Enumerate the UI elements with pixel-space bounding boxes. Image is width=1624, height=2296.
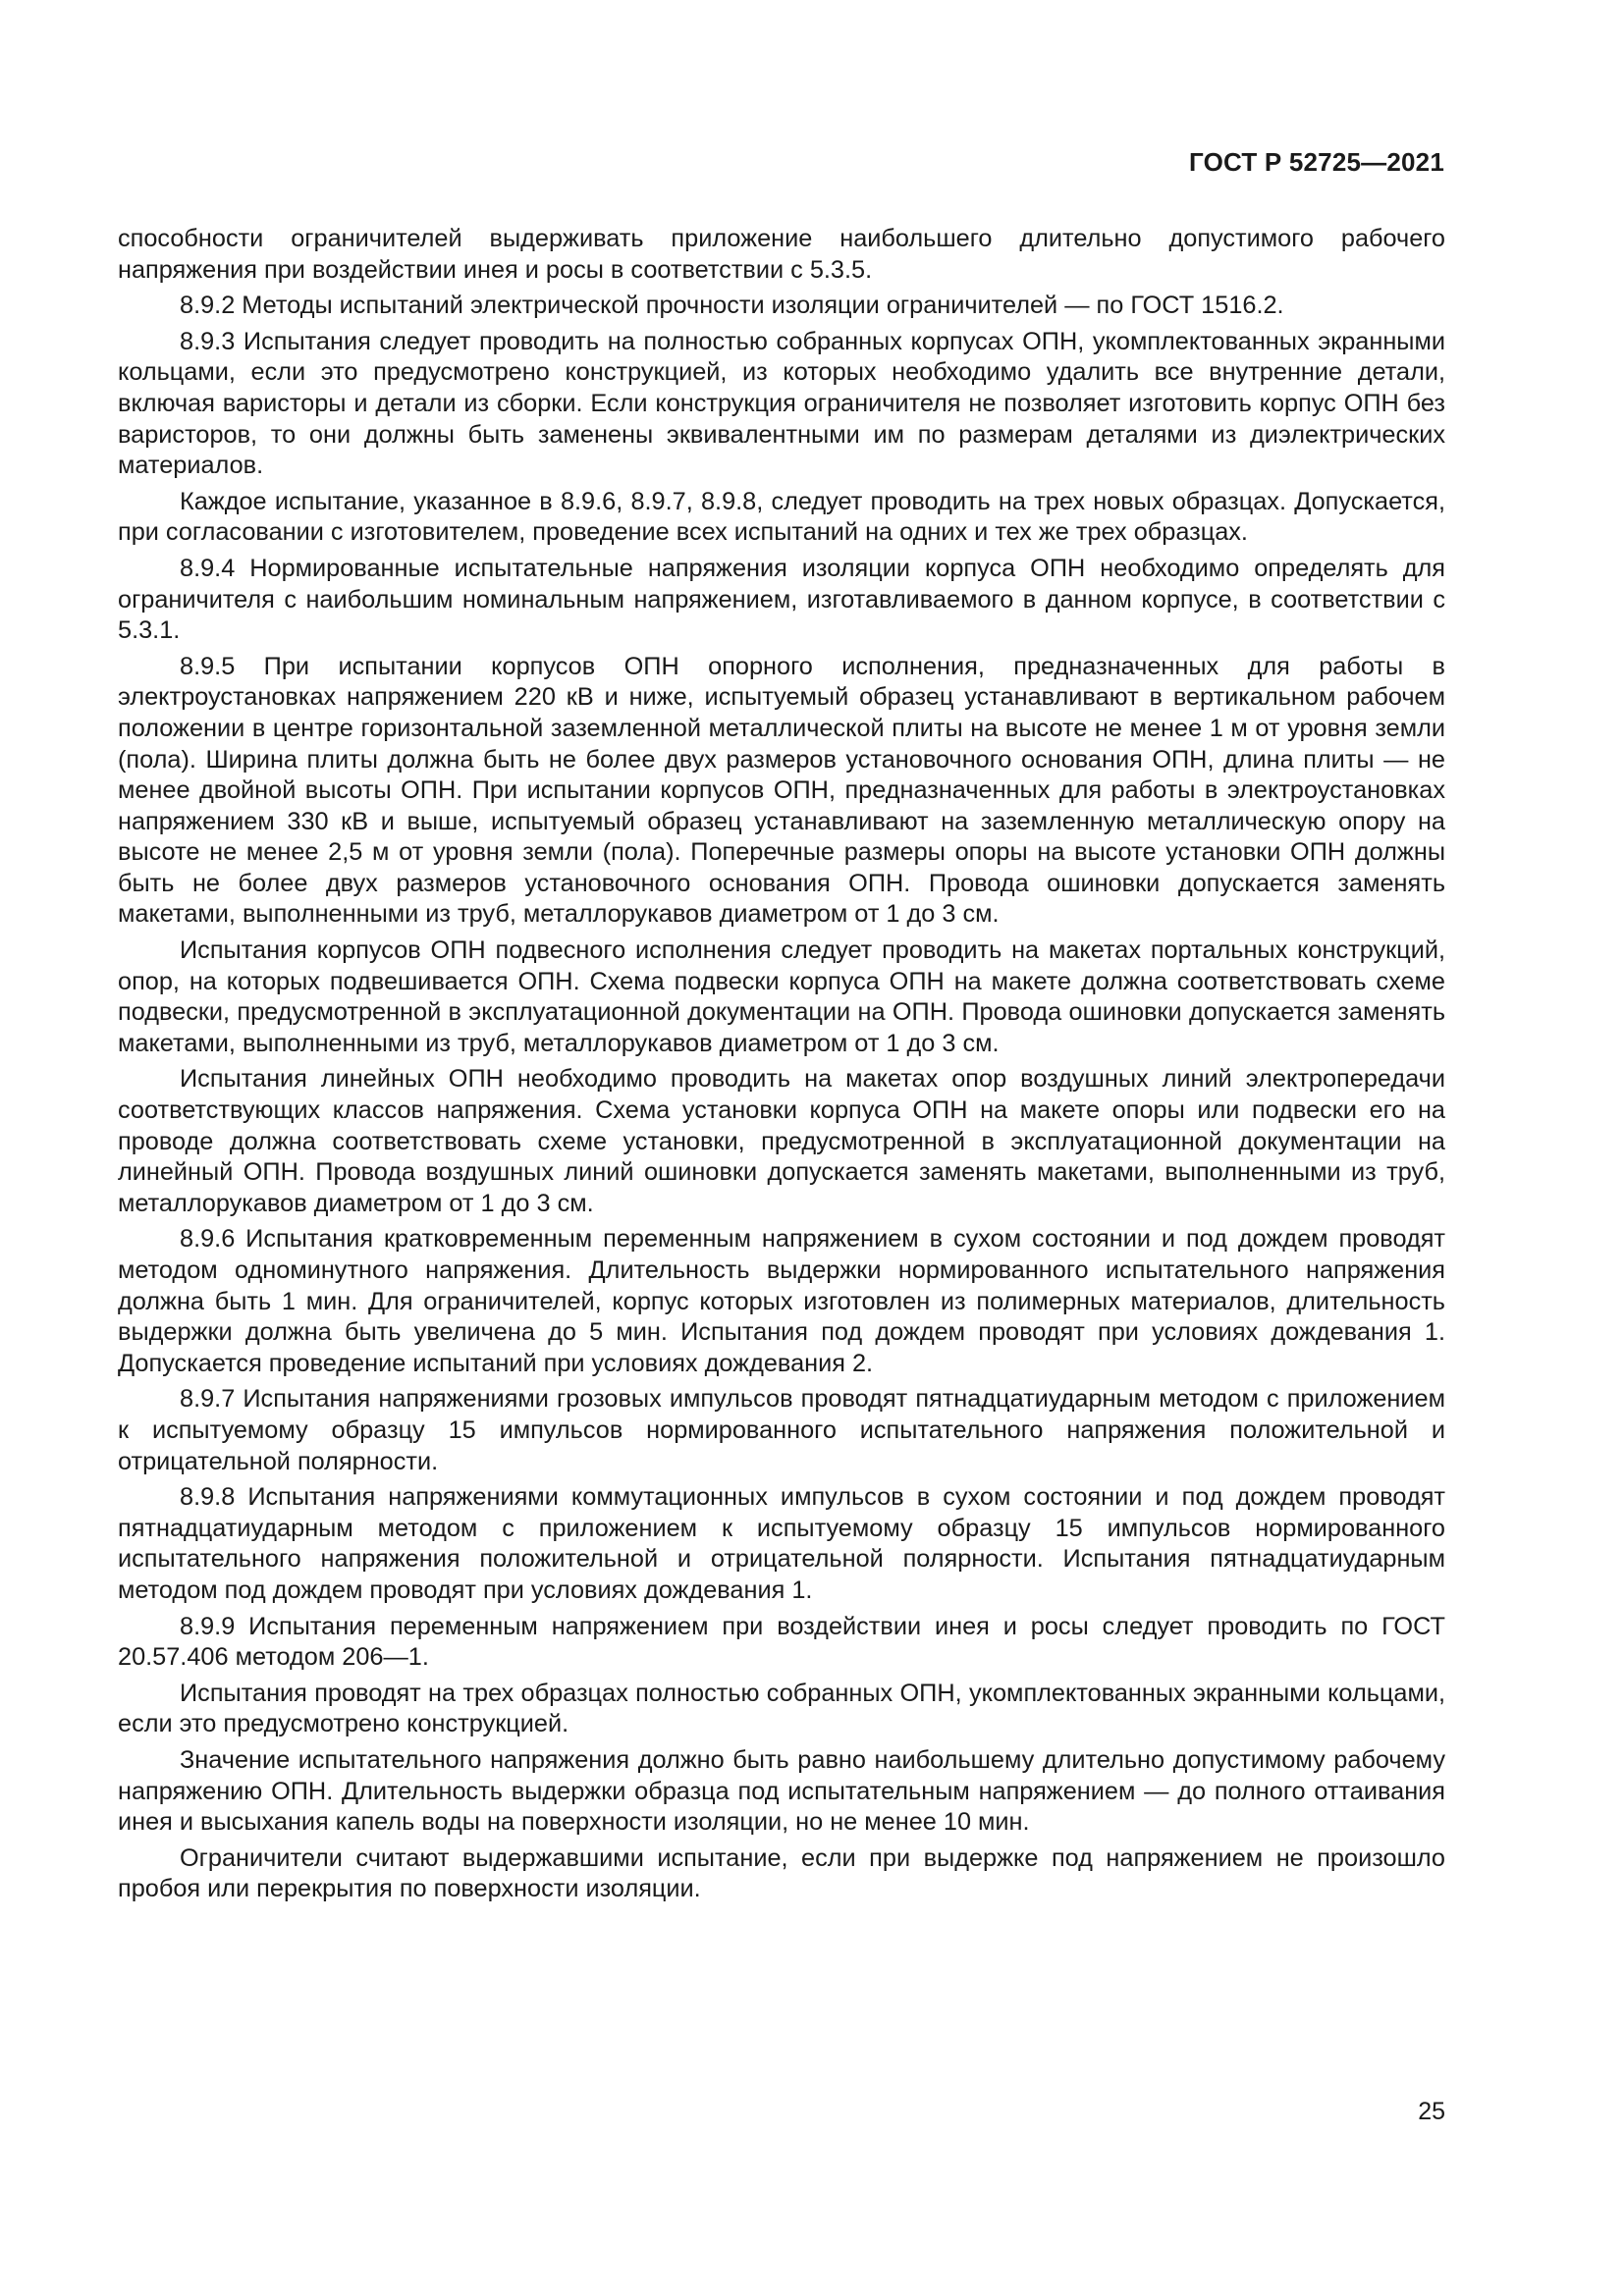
paragraph-8-9-7: 8.9.7 Испытания напряжениями грозовых импульсов проводят пятнадцатиударным методом с приложением к испытуемому образцу 15 импульсов нормированного испытательного напряжения положительной и отрицательной полярности.	[118, 1385, 1445, 1475]
paragraph-suspended-arresters: Испытания корпусов ОПН подвесного исполнения следует проводить на макетах портальных конструкций, опор, на которых подвешивается ОПН. Схема подвески корпуса ОПН на макете должна соответствовать схеме подвески, предусмотренной в эксплуатационной документации на ОПН. Провода ошиновки допускается заменять макетами, выполненными из труб, металлорукавов диаметром от 1 до 3 см.	[118, 936, 1445, 1057]
page-number: 25	[1418, 2098, 1445, 2125]
document-body	[118, 224, 1445, 1910]
paragraph-8-9-2: 8.9.2 Методы испытаний электрической прочности изоляции ограничителей — по ГОСТ 1516.2.	[180, 292, 1284, 320]
paragraph-8-9-8: 8.9.8 Испытания напряжениями коммутационных импульсов в сухом состоянии и под дождем проводят пятнадцатиударным методом с приложением к испытуемому образцу 15 импульсов нормированного испытательного напряжения положительной и отрицательной полярности. Испытания пятнадцатиударным методом под дождем проводят при условиях дождевания 1.	[118, 1483, 1445, 1604]
paragraph-8-9-3: 8.9.3 Испытания следует проводить на полностью собранных корпусах ОПН, укомплектованных экранными кольцами, если это предусмотрено конструкцией, из которых необходимо удалить все внутренние детали, включая варисторы и детали из сборки. Если конструкция ограничителя не позволяет изготовить корпус ОПН без варисторов, то они должны быть заменены эквивалентными им по размерам деталями из диэлектрических материалов.	[118, 327, 1445, 480]
paragraph-8-9-9: 8.9.9 Испытания переменным напряжением при воздействии инея и росы следует проводить по ГОСТ 20.57.406 методом 206—1.	[118, 1612, 1445, 1672]
paragraph-8-9-4: 8.9.4 Нормированные испытательные напряжения изоляции корпуса ОПН необходимо определять для ограничителя с наибольшим номинальным напряжением, изготавливаемого в данном корпусе, в соответствии с 5.3.1.	[118, 554, 1445, 645]
paragraph-line-arresters: Испытания линейных ОПН необходимо проводить на макетах опор воздушных линий электропередачи соответствующих классов напряжения. Схема установки корпуса ОПН на макете опоры или подвески его на проводе должна соответствовать схеме установки, предусмотренной в эксплуатационной документации на линейный ОПН. Провода воздушных линий ошиновки допускается заменять макетами, выполненными из труб, металлорукавов диаметром от 1 до 3 см.	[118, 1065, 1445, 1217]
paragraph-8-9-6: 8.9.6 Испытания кратковременным переменным напряжением в сухом состоянии и под дождем проводят методом одноминутного напряжения. Длительность выдержки нормированного испытательного напряжения должна быть 1 мин. Для ограничителей, корпус которых изготовлен из полимерных материалов, длительность выдержки должна быть увеличена до 5 мин. Испытания под дождем проводят при условиях дождевания 1. Допускается проведение испытаний при условиях дождевания 2.	[118, 1225, 1445, 1377]
paragraph-continuation: способности ограничителей выдерживать приложение наибольшего длительно допустимого рабочего напряжения при воздействии инея и росы в соответствии с 5.3.5.	[118, 225, 1445, 284]
paragraph-pass-criteria: Ограничители считают выдержавшими испытание, если при выдержке под напряжением не произошло пробоя или перекрытия по поверхности изоляции.	[118, 1843, 1445, 1903]
paragraph-test-samples: Каждое испытание, указанное в 8.9.6, 8.9.7, 8.9.8, следует проводить на трех новых образцах. Допускается, при согласовании с изготовителем, проведение всех испытаний на одних и тех же трех образцах.	[118, 487, 1445, 547]
paragraph-three-samples: Испытания проводят на трех образцах полностью собранных ОПН, укомплектованных экранными кольцами, если это предусмотрено конструкцией.	[118, 1679, 1445, 1738]
paragraph-test-voltage: Значение испытательного напряжения должно быть равно наибольшему длительно допустимому рабочему напряжению ОПН. Длительность выдержки образца под испытательным напряжением — до полного оттаивания инея и высыхания капель воды на поверхности изоляции, но не менее 10 мин.	[118, 1745, 1445, 1837]
paragraph-8-9-5: 8.9.5 При испытании корпусов ОПН опорного исполнения, предназначенных для работы в электроустановках напряжением 220 кВ и ниже, испытуемый образец устанавливают в вертикальном рабочем положении в центре горизонтальной заземленной металлической плиты на высоте не менее 1 м от уровня земли (пола). Ширина плиты должна быть не более двух размеров установочного основания ОПН, длина плиты — не менее двойной высоты ОПН. При испытании корпусов ОПН, предназначенных для работы в электроустановках напряжением 330 кВ и выше, испытуемый образец устанавливают на заземленную металлическую опору на высоте не менее 2,5 м от уровня земли (пола). Поперечные размеры опоры на высоте установки ОПН должны быть не более двух размеров установочного основания ОПН. Провода ошиновки допускается заменять макетами, выполненными из труб, металлорукавов диаметром от 1 до 3 см.	[118, 652, 1445, 929]
document-code: ГОСТ Р 52725—2021	[1189, 147, 1444, 177]
